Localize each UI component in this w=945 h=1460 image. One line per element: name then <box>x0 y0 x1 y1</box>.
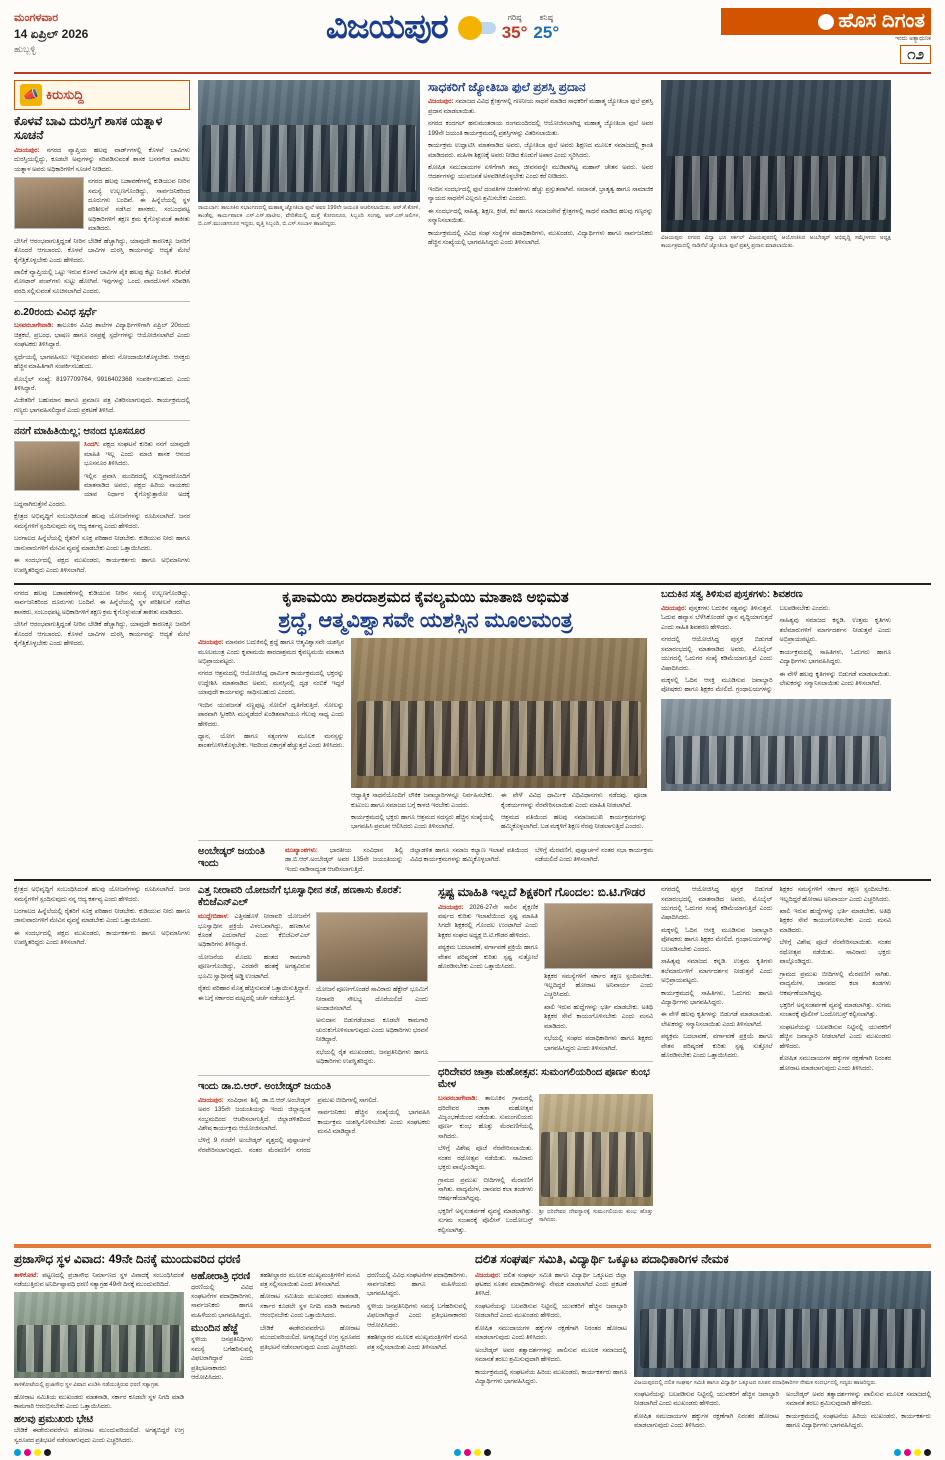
registration-marks-right <box>894 1449 931 1456</box>
lead-kicker: ಕೃಪಾಮಯಿ ಶಾರದಾಶ್ರಮದ ಕೈವಲ್ಯಮಯಿ ಮಾತಾಜಿ ಅಭಿಮತ <box>282 588 569 606</box>
bl-p5: ಸ್ಥಳೀಯ ಜನಪ್ರತಿನಿಧಿಗಳು ಸಮಸ್ಯೆ ಬಗೆಹರಿಸುವಲ್ಲಿ ವಿಫಲರಾಗಿದ್ದಾರೆ ಎಂದು ಪ್ರತಿಭಟನಾಕಾರರು ಆರೋಪಿಸಿದರು. <box>191 1336 253 1382</box>
mid-right-title: ಸ್ಪಷ್ಟ ಮಾಹಿತಿ ಇಲ್ಲದೆ ಶಿಕ್ಷಕರಿಗೆ ಗೊಂದಲ: ಬಿ.ಟಿ.ಗೌಡರ <box>438 885 646 900</box>
jatra-caption: ಶ್ರೀ ಧರಿದೇವರ ದೇವಸ್ಥಾನಕ್ಕೆ ಸುಮಂಗಲಿಯರು ಕುಂಭ ಹೊತ್ತು ಸಾಗಿದರು. <box>539 1209 653 1224</box>
weather-high-value: 35° <box>501 22 528 42</box>
mid-left2-p3: ಸಾರ್ವಜನಿಕರು ಹೆಚ್ಚಿನ ಸಂಖ್ಯೆಯಲ್ಲಿ ಭಾಗವಹಿಸಿ ಕಾರ್ಯಕ್ರಮ ಯಶಸ್ವಿಗೊಳಿಸಬೇಕು ಎಂದು ಸಂಘಟಕರು ಮನವಿ ಮಾಡಿದ್ದಾರೆ. <box>317 1109 430 1135</box>
megaphone-icon: 📣 <box>20 84 42 106</box>
mid-right-p2: ಪಠ್ಯಕ್ರಮ ಬದಲಾವಣೆ, ವರ್ಗಾವಣೆ ಪ್ರಕ್ರಿಯೆ ಹಾಗೂ ವೇತನ ಪರಿಷ್ಕರಣೆ ಕುರಿತು ಸ್ಪಷ್ಟ ಸುತ್ತೋಲೆ ಹೊರಡಿಸಬೇಕು ಎಂದು ಒತ್ತಾಯಿಸಿದರು. <box>438 944 538 971</box>
col1-s2p4: ಬರಗಾಲದ ಹಿನ್ನೆಲೆಯಲ್ಲಿ ರೈತರಿಗೆ ಸೂಕ್ತ ಪರಿಹಾರ ನೀಡಬೇಕು. ಕುಡಿಯುವ ನೀರು ಹಾಗೂ ಜಾನುವಾರುಗಳಿಗೆ ಮೇವಿನ ವ್ಯವಸ್ಥೆ ಮಾಡಬೇಕು ಎಂದು ಒತ್ತಾಯಿಸಿದರು. <box>14 535 190 552</box>
col1-p4: ಪಾಲಿಕೆ ವ್ಯಾಪ್ತಿಯಲ್ಲಿ ಒಟ್ಟು ಇರುವ ಕೊಳವೆ ಬಾವಿಗಳ ಪೈಕಿ ಹಲವು ಕೆಟ್ಟು ನಿಂತಿವೆ. ಕೆಲವೆಡೆ ಮೋಟಾರ್ ಪಂಪ್‌ಗಳು ಸುಟ್ಟು ಹೋಗಿವೆ. ಇವುಗಳನ್ನು ಒಂದು ವಾರದೊಳಗೆ ಸರಿಪಡಿಸಿ ವರದಿ ಸಲ್ಲಿಸುವಂತೆ ಸೂಚಿಸಲಾಗಿದೆ ಎಂದರು. <box>14 269 190 295</box>
jatra-p3: ಗ್ರಾಮದ ಪ್ರಮುಖ ಬೀದಿಗಳಲ್ಲಿ ಮೆರವಣಿಗೆ ಸಾಗಿತು. ವಾದ್ಯಮೇಳ, ಜಾನಪದ ಕಲಾ ತಂಡಗಳು ಆಕರ್ಷಣೆಯಾಗಿದ್ದವು. <box>438 1176 533 1203</box>
ambedkar-box-title: ಅಂಬೇಡ್ಕರ್ ಜಯಂತಿ ಇಂದು <box>198 845 265 869</box>
br-p3: ಶೋಷಿತ ಸಮುದಾಯಗಳ ಹಕ್ಕುಗಳ ರಕ್ಷಣೆಗಾಗಿ ನಿರಂತರ ಹೋರಾಟ ಮಾಡಲಾಗುವುದು ಎಂದು ತಿಳಿಸಿದರು. <box>475 1324 627 1342</box>
weather-high <box>502 13 528 43</box>
lead-photo <box>351 638 647 788</box>
rc-p9: ಬೆಳಿಗ್ಗೆ ವಿಶೇಷ ಪೂಜೆ ನೆರವೇರಿಸಲಾಯಿತು. ನಂತರ ರಥೋತ್ಸವ ನಡೆಯಿತು. ಸಾವಿರಾರು ಭಕ್ತರು ಪಾಲ್ಗೊಂಡಿದ್ದರು. <box>779 939 891 966</box>
bl-p7: ಹೋರಾಟ ಸಮಿತಿಯ ಮುಖಂಡರು ಮಾತನಾಡಿ, ಸರ್ಕಾರ ಕೂಡಲೇ ಸ್ಥಳ ನಿಗದಿ ಮಾಡಿ ಕಾಮಗಾರಿ ಆರಂಭಿಸಬೇಕು ಎಂದು ಒತ್ತಾಯಿಸಿದರು. <box>260 1293 360 1320</box>
article-photo-hall <box>661 80 891 232</box>
lead-p6: ಕಾರ್ಯಕ್ರಮದಲ್ಲಿ ಭಕ್ತರು ಹಾಗೂ ಆಶ್ರಮದ ಸದಸ್ಯರು ಹೆಚ್ಚಿನ ಸಂಖ್ಯೆಯಲ್ಲಿ ಭಾಗವಹಿಸಿ ಪ್ರವಚನ ಆಲಿಸಿದರು ಎಂದು ತಿಳಿಸಲಾಗಿದೆ. <box>351 813 494 831</box>
col1-s2p2: ಇಲ್ಲಿನ ಪ್ರವಾಸಿ ಮಂದಿರದಲ್ಲಿ ಸುದ್ದಿಗಾರರೊಂದಿಗೆ ಮಾತನಾಡಿದ ಅವರು, ಪಕ್ಷದ ಹಿರಿಯ ನಾಯಕರು ಯಾವ ನಿರ್ಧಾರ ಕೈಗೊಳ್ಳುತ್ತಾರೋ ಅದಕ್ಕೆ ಬದ್ಧನಾಗಿರುತ್ತೇನೆ ಎಂದರು. <box>14 472 190 508</box>
masthead-place: ಹುಬ್ಬಳ್ಳಿ <box>14 44 36 54</box>
bl-p2: ಹೋರಾಟ ಸಮಿತಿಯ ಮುಖಂಡರು ಮಾತನಾಡಿ, ಸರ್ಕಾರ ಕೂಡಲೇ ಸ್ಥಳ ನಿಗದಿ ಮಾಡಿ ಕಾಮಗಾರಿ ಆರಂಭಿಸಬೇಕು ಎಂದು ಒತ್ತಾಯಿಸಿದರು. <box>14 1393 184 1410</box>
col1-s2p5: ಈ ಸಂದರ್ಭದಲ್ಲಿ ಪಕ್ಷದ ಮುಖಂಡರು, ಕಾರ್ಯಕರ್ತರು ಹಾಗೂ ಅಭಿಮಾನಿಗಳು ಉಪಸ್ಥಿತರಿದ್ದರು ಎಂದು ತಿಳಿಸಲಾಗಿದೆ. <box>14 557 190 574</box>
bl-p6: ತಹಶೀಲ್ದಾರರ ಮೂಲಕ ಮುಖ್ಯಮಂತ್ರಿಗಳಿಗೆ ಮನವಿ ಪತ್ರ ಸಲ್ಲಿಸಲಾಯಿತು ಎಂದು ತಿಳಿಸಲಾಗಿದೆ. <box>260 1271 360 1289</box>
col1-sub2-dateline: ಸಿಂದಗಿ: <box>84 441 100 449</box>
col1-cont-1: ನಗರದ ಹಲವು ಬಡಾವಣೆಗಳಲ್ಲಿ ಕುಡಿಯುವ ನೀರಿನ ಸಮಸ್ಯೆ ಉಲ್ಬಣಗೊಂಡಿದ್ದು, ಸಾರ್ವಜನಿಕರಿಂದ ದೂರುಗಳು ಬಂದಿವೆ. ಈ ಹಿನ್ನೆಲೆಯಲ್ಲಿ ಸ್ಥಳ ಪರಿಶೀಲನೆ ನಡೆಸಿದ ಶಾಸಕರು, ಸಂಬಂಧಪಟ್ಟ ಅಧಿಕಾರಿಗಳಿಗೆ ತಕ್ಷಣ ಕ್ರಮ ಕೈಗೊಳ್ಳುವಂತೆ ತಾಕೀತು ಮಾಡಿದರು. <box>14 589 190 616</box>
right-mid-story <box>661 589 891 874</box>
mid-left2-lead <box>198 1096 311 1134</box>
lead-p1: ಮಾನವನ ಬದುಕಿನಲ್ಲಿ ಶ್ರದ್ಧೆ ಹಾಗೂ ಆತ್ಮವಿಶ್ವಾಸವೇ ಯಶಸ್ಸಿನ ಮೂಲಮಂತ್ರ ಎಂದು ಕೃಪಾಮಯಿ ಶಾರದಾಶ್ರಮದ ಕೈವಲ್ಯಮಯಿ ಮಾತಾಜಿ ಅಭಿಪ್ರಾಯಪಟ್ಟರು. <box>198 639 344 665</box>
ambedkar-p1 <box>285 846 403 874</box>
bl-sub2: ಅಹೋರಾತ್ರಿ ಧರಣಿ <box>191 1270 251 1282</box>
column-center <box>198 80 653 578</box>
br-p4: ಅಂಬೇಡ್ಕರ್ ಅವರ ತತ್ವಾದರ್ಶಗಳನ್ನು ಪಾಲಿಸುವ ಮೂಲಕ ಸಮಾಜದಲ್ಲಿ ಸಮಾನತೆ ತರಲು ಶ್ರಮಿಸುವುದಾಗಿ ಹೇಳಿದರು. <box>475 1346 627 1364</box>
lead-left-spacer <box>14 589 190 874</box>
sun-icon <box>458 16 482 40</box>
bl-p4: ಧರಣಿಯಲ್ಲಿ ವಿವಿಧ ಸಂಘಟನೆಗಳ ಪದಾಧಿಕಾರಿಗಳು, ಸಾರ್ವಜನಿಕರು ಹಾಗೂ ಮಹಿಳೆಯರು ಭಾಗವಹಿಸಿದ್ದರು. <box>191 1283 253 1319</box>
col2-p4: ಶೋಷಿತ ಸಮುದಾಯಗಳ ಏಳಿಗೆಗಾಗಿ ತಮ್ಮ ಜೀವನವನ್ನೇ ಮುಡಿಪಾಗಿಟ್ಟ ಮಹಾನ್ ಚೇತನ ಅವರು. ಅವರ ಆದರ್ಶಗಳನ್ನು ಯುವಜನತೆ ಅಳವಡಿಸಿಕೊಳ್ಳಬೇಕು ಎಂದು ಕರೆ ನೀಡಿದರು. <box>428 164 653 181</box>
middle-left-filler <box>14 885 190 1238</box>
bl-p9: ಧರಣಿಯಲ್ಲಿ ವಿವಿಧ ಸಂಘಟನೆಗಳ ಪದಾಧಿಕಾರಿಗಳು, ಸಾರ್ವಜನಿಕರು ಹಾಗೂ ಮಹಿಳೆಯರು ಭಾಗವಹಿಸಿದ್ದರು. <box>367 1271 467 1298</box>
bl-p3: ಬೇಡಿಕೆ ಈಡೇರುವವರೆಗೂ ಹೋರಾಟ ಮುಂದುವರಿಯಲಿದೆ. ಅಗತ್ಯಬಿದ್ದರೆ ಉಗ್ರ ಸ್ವರೂಪದ ಪ್ರತಿಭಟನೆ ನಡೆಸಲಾಗುವುದು ಎಂದು ಎಚ್ಚರಿಸಿದರು. <box>14 1427 184 1444</box>
masthead-date-block <box>14 8 164 55</box>
mid-right-p3: ಶಿಕ್ಷಕರ ಸಮಸ್ಯೆಗಳಿಗೆ ಸರ್ಕಾರ ತಕ್ಷಣ ಸ್ಪಂದಿಸಬೇಕು. ಇಲ್ಲದಿದ್ದರೆ ಹೋರಾಟ ಅನಿವಾರ್ಯ ಎಂದು ಎಚ್ಚರಿಸಿದರು. <box>544 972 653 999</box>
divider-5 <box>438 1061 653 1062</box>
section-rule-2 <box>14 879 931 881</box>
section-rule-1 <box>14 583 931 585</box>
brand-logo-icon <box>818 14 834 30</box>
col1-s1p3: ಮೊಬೈಲ್ ಸಂಖ್ಯೆ: 8197709764, 9916402368 ಸಂಪರ್ಕಿಸಬಹುದು ಎಂದು ತಿಳಿಸಿದ್ದಾರೆ. <box>14 375 190 392</box>
masthead-brand <box>721 8 931 64</box>
mid-left-title: ಎತ್ತ ನೀರಾವರಿ ಯೋಜನೆಗೆ ಭೂಸ್ವಾಧೀನ ತಡೆ, ಹಣಕಾಸು ಕೊರತೆ: ಕೆಬಿಜೆಎನ್‌ಎಲ್ <box>198 885 402 909</box>
mid-left-p2: ಯೋಜನೆಯ ಮೊದಲ ಹಂತದ ಕಾಮಗಾರಿ ಪೂರ್ಣಗೊಂಡಿದ್ದು, ಎರಡನೇ ಹಂತಕ್ಕೆ ಅಗತ್ಯವಿರುವ ಭೂಮಿ ಸ್ವಾಧೀನಕ್ಕೆ ಅಡ್ಡಿ ಉಂಟಾಗಿದೆ. <box>198 953 310 980</box>
bl-sub3: ಮುಂದಿನ ಹೆಜ್ಜೆ <box>191 1323 239 1335</box>
masthead <box>14 8 931 74</box>
rc-p5: ಈ ವೇಳೆ ಹಲವು ಕೃತಿಗಳನ್ನು ಬಿಡುಗಡೆ ಮಾಡಲಾಯಿತು. ಲೇಖಕರನ್ನು ಸನ್ಮಾನಿಸಲಾಯಿತು ಎಂದು ತಿಳಿಸಲಾಗಿದೆ. <box>661 1011 773 1028</box>
weather-low <box>533 13 559 43</box>
lead-headline: ಶ್ರದ್ಧೆ, ಆತ್ಮವಿಶ್ವಾಸವೇ ಯಶಸ್ಸಿನ ಮೂಲಮಂತ್ರ <box>278 608 573 632</box>
mid-right-p1: 2026-27ನೇ ಸಾಲಿನ ಶೈಕ್ಷಣಿಕ ವರ್ಷದ ಕುರಿತು ಇಲಾಖೆಯಿಂದ ಸ್ಪಷ್ಟ ಮಾಹಿತಿ ಸಿಗದೇ ಶಿಕ್ಷಕರಲ್ಲಿ ಗೊಂದಲ ಉಂಟಾಗಿದೆ ಎಂದು ಶಿಕ್ಷಕರ ಸಂಘದ ಅಧ್ಯಕ್ಷ ಬಿ.ಟಿ.ಗೌಡರ ಹೇಳಿದರು. <box>438 903 538 939</box>
bl-caption: ತಾಳಿಕೋಟೆಯಲ್ಲಿ ಪ್ರಜಾಸೌಧ ಸ್ಥಳ ವಿವಾದ ಖಂಡಿಸಿ ನಡೆಯುತ್ತಿರುವ ಧರಣಿ ಸತ್ಯಾಗ್ರಹ. <box>14 1382 160 1389</box>
mid-right-lead <box>438 903 538 941</box>
col1-s2p1: ಪಕ್ಷದ ಸಂಘಟನೆ ಕುರಿತು ನನಗೆ ಯಾವುದೇ ಮಾಹಿತಿ ಇಲ್ಲ ಎಂದು ಮಾಜಿ ಶಾಸಕ ಆನಂದ ಭೂಸನೂರ ತಿಳಿಸಿದರು. <box>84 441 190 468</box>
mid-right-p5: ಸಭೆಯಲ್ಲಿ ಸಂಘದ ಪದಾಧಿಕಾರಿಗಳು ಹಾಗೂ ಶಿಕ್ಷಕರು ಭಾಗವಹಿಸಿದ್ದರು ಎಂದು ತಿಳಿಸಲಾಗಿದೆ. <box>544 1035 653 1052</box>
bl-p1: ಪಟ್ಟಣದಲ್ಲಿ ಪ್ರಜಾಸೌಧ ನಿರ್ಮಾಣದ ಸ್ಥಳ ವಿವಾದಕ್ಕೆ ಸಂಬಂಧಿಸಿದಂತೆ ನಡೆಯುತ್ತಿರುವ ಅನಿರ್ದಿಷ್ಟಾವಧಿ ಧರಣಿ ಸತ್ಯಾಗ್ರಹ 49ನೇ ದಿನಕ್ಕೆ ಮುಂದುವರಿದಿದೆ. <box>14 1271 184 1289</box>
br-p1: ದಲಿತ ಸಂಘರ್ಷ ಸಮಿತಿ ಹಾಗೂ ವಿದ್ಯಾರ್ಥಿ ಒಕ್ಕೂಟದ ಜಿಲ್ಲಾ ಘಟಕದ ನೂತನ ಪದಾಧಿಕಾರಿಗಳನ್ನು ನೇಮಕ ಮಾಡಲಾಗಿದೆ ಎಂದು ಪ್ರಕಟಣೆ ತಿಳಿಸಿದೆ. <box>475 1271 627 1298</box>
rc-p2: ಮಕ್ಕಳಲ್ಲಿ ಓದಿನ ಆಸಕ್ತಿ ಮೂಡಿಸುವ ಜವಾಬ್ದಾರಿ ಪೋಷಕರು ಹಾಗೂ ಶಿಕ್ಷಕರ ಮೇಲಿದೆ. ಗ್ರಂಥಾಲಯಗಳನ್ನು ಬಲಪಡಿಸಬೇಕು ಎಂದರು. <box>661 926 773 953</box>
rc-p10: ಗ್ರಾಮದ ಪ್ರಮುಖ ಬೀದಿಗಳಲ್ಲಿ ಮೆರವಣಿಗೆ ಸಾಗಿತು. ವಾದ್ಯಮೇಳ, ಜಾನಪದ ಕಲಾ ತಂಡಗಳು ಆಕರ್ಷಣೆಯಾಗಿದ್ದವು. <box>779 970 891 997</box>
lead-dateline: ವಿಜಯಪುರ: <box>198 639 224 647</box>
mid-filler-3: ಈ ಸಂದರ್ಭದಲ್ಲಿ ಪಕ್ಷದ ಮುಖಂಡರು, ಕಾರ್ಯಕರ್ತರು ಹಾಗೂ ಅಭಿಮಾನಿಗಳು ಉಪಸ್ಥಿತರಿದ್ದರು ಎಂದು ತಿಳಿಸಲಾಗಿದೆ. <box>14 929 190 947</box>
col1-p2: ನಗರದ ಹಲವು ಬಡಾವಣೆಗಳಲ್ಲಿ ಕುಡಿಯುವ ನೀರಿನ ಸಮಸ್ಯೆ ಉಲ್ಬಣಗೊಂಡಿದ್ದು, ಸಾರ್ವಜನಿಕರಿಂದ ದೂರುಗಳು ಬಂದಿವೆ. ಈ ಹಿನ್ನೆಲೆಯಲ್ಲಿ ಸ್ಥಳ ಪರಿಶೀಲನೆ ನಡೆಸಿದ ಶಾಸಕರು, ಸಂಬಂಧಪಟ್ಟ ಅಧಿಕಾರಿಗಳಿಗೆ ತಕ್ಷಣ ಕ್ರಮ ಕೈಗೊಳ್ಳುವಂತೆ ತಾಕೀತು ಮಾಡಿದರು. <box>88 178 190 233</box>
mid-filler-2: ಬರಗಾಲದ ಹಿನ್ನೆಲೆಯಲ್ಲಿ ರೈತರಿಗೆ ಸೂಕ್ತ ಪರಿಹಾರ ನೀಡಬೇಕು. ಕುಡಿಯುವ ನೀರು ಹಾಗೂ ಜಾನುವಾರುಗಳಿಗೆ ಮೇವಿನ ವ್ಯವಸ್ಥೆ ಮಾಡಬೇಕು ಎಂದು ಒತ್ತಾಯಿಸಿದರು. <box>14 908 190 925</box>
bottom-right-photo <box>634 1271 931 1377</box>
bl-p11: ತಹಶೀಲ್ದಾರರ ಮೂಲಕ ಮುಖ್ಯಮಂತ್ರಿಗಳಿಗೆ ಮನವಿ ಪತ್ರ ಸಲ್ಲಿಸಲಾಯಿತು ಎಂದು ತಿಳಿಸಲಾಗಿದೆ. <box>367 1334 467 1351</box>
br-lead <box>475 1271 627 1299</box>
portrait-photo <box>14 177 84 229</box>
rc-p6: ಪಠ್ಯಕ್ರಮ ಬದಲಾವಣೆ, ವರ್ಗಾವಣೆ ಪ್ರಕ್ರಿಯೆ ಹಾಗೂ ವೇತನ ಪರಿಷ್ಕರಣೆ ಕುರಿತು ಸ್ಪಷ್ಟ ಸುತ್ತೋಲೆ ಹೊರಡಿಸಬೇಕು ಎಂದು ಒತ್ತಾಯಿಸಿದರು. <box>661 1033 773 1060</box>
bottom-left-photo <box>14 1292 184 1378</box>
bottom-left-story <box>14 1252 467 1448</box>
col1-sub2-title: ನನಗೆ ಮಾಹಿತಿಯಿಲ್ಲ; ಆನಂದ ಭೂಸನೂರ <box>14 426 146 438</box>
bl-lead <box>14 1271 184 1290</box>
rc-p7: ಶಿಕ್ಷಕರ ಸಮಸ್ಯೆಗಳಿಗೆ ಸರ್ಕಾರ ತಕ್ಷಣ ಸ್ಪಂದಿಸಬೇಕು. ಇಲ್ಲದಿದ್ದರೆ ಹೋರಾಟ ಅನಿವಾರ್ಯ ಎಂದು ಎಚ್ಚರಿಸಿದರು. <box>779 886 891 903</box>
right-mid-p4: ಸಾಹಿತ್ಯವು ಸಮಾಜದ ಕನ್ನಡಿ. ಉತ್ತಮ ಕೃತಿಗಳು ತಲೆಮಾರುಗಳಿಗೆ ಮಾರ್ಗದರ್ಶನ ನೀಡುತ್ತವೆ ಎಂದು ಅಭಿಪ್ರಾಯಪಟ್ಟರು. <box>779 617 891 644</box>
br-p9: ಕಾರ್ಯಕ್ರಮದಲ್ಲಿ ಸಂಘಟನೆಯ ಹಿರಿಯ ಮುಖಂಡರು, ಕಾರ್ಯಕರ್ತರು ಹಾಗೂ ವಿದ್ಯಾರ್ಥಿಗಳು ಭಾಗವಹಿಸಿದ್ದರು. <box>786 1412 931 1429</box>
photo-caption-rayabag: ರಾಯಬಾಗ: ತಾಲೂಕಿನ ಸಭಾಂಗಣದಲ್ಲಿ ಮಹಾತ್ಮ ಜ್ಯೋತಿಬಾ ಫುಲೆ ಅವರ 199ನೇ ಜಯಂತಿ ಆಚರಿಸಲಾಯಿತು. ಆರ್.ಕೆ.ಕೋಳಿ, ಕಾಂತೆಪ್ಪ, ಕಾರ್ಯಪಾಲಕ ಎಸ್.ಎಸ್.ಪಾಟೀಲ, ವೇದಿಕೆಯಲ್ಲಿ ಮತ್ತೆ ಕೋಣನೂರ, ಸಿಬ್ಬಂದಿ ಸಂಗಪ್ಪ, ಆರ್.ಎಸ್.ಅಲಿಗಳ, ಬಿ.ಎಸ್.ಮುಂಡಗನೂರ ಇದ್ದರು, ವೃತ್ತಿ ಸಿಬ್ಬಂದಿ, ಬಿ.ಎಸ್.ಸಂಬಾಳ ಹಾಜರಿದ್ದರು. <box>198 205 420 228</box>
right-mid-photo <box>661 699 891 791</box>
bottom-right-story <box>475 1252 931 1448</box>
br-dateline: ವಿಜಯಪುರ: <box>475 1271 501 1279</box>
lead-story <box>198 589 653 874</box>
photo-caption-hall: ವಿಜಯಪುರ: ನಗರದ ವಿದ್ಯಾ ಭೂ ಸರ್ಕಲ್ ವಿಜಯಪುರದಲ್ಲಿ ಆಯೋಜಿಸಿದ ಅಂಬೇಡ್ಕರ್ ಅಭಿವೃದ್ಧಿ ಸಮ್ಮೇಳನದ ಅಧ್ಯಕ್ಷ ಕಾರ್ಯಕ್ರಮದಲ್ಲಿ ನಾಡಿನೆಲೆ ಜ್ಯೋತಿಬಾ ಫುಲೆ ಪ್ರಶಸ್ತಿ ಪ್ರದಾನ ಮಾಡಲಾಯಿತು. <box>661 235 891 250</box>
br-caption: ವಿಜಯಪುರದಲ್ಲಿ ದಲಿತ ಸಂಘರ್ಷ ಸಮಿತಿ ಹಾಗೂ ವಿದ್ಯಾರ್ಥಿ ಒಕ್ಕೂಟದ ನೂತನ ಪದಾಧಿಕಾರಿಗಳ ನೇಮಕ ಸಂದರ್ಭದಲ್ಲಿ ಗಣ್ಯರು ಹಾಜರಿದ್ದರು. <box>634 1379 877 1386</box>
rc-p12: ಸಂಘಟನೆಯನ್ನು ಬಲಪಡಿಸುವ ನಿಟ್ಟಿನಲ್ಲಿ ಯುವಕರಿಗೆ ಹೆಚ್ಚಿನ ಜವಾಬ್ದಾರಿ ನೀಡಲಾಗಿದೆ ಎಂದು ಮುಖಂಡರು ಹೇಳಿದರು. <box>779 1023 891 1050</box>
col1-s2p3: ಕ್ಷೇತ್ರದ ಅಭಿವೃದ್ಧಿಗೆ ಸಂಬಂಧಿಸಿದಂತೆ ಹಲವು ಯೋಜನೆಗಳನ್ನು ರೂಪಿಸಲಾಗಿದೆ. ಜನರ ಸಮಸ್ಯೆಗಳಿಗೆ ಸ್ಪಂದಿಸುವುದು ನನ್ನ ಆದ್ಯ ಕರ್ತವ್ಯ ಎಂದು ಹೇಳಿದರು. <box>14 513 190 530</box>
right-mid-p1: ಪುಸ್ತಕಗಳು ಬದುಕಿನ ಸತ್ವವನ್ನು ತಿಳಿಸುತ್ತವೆ. ಓದುವ ಹವ್ಯಾಸ ಬೆಳೆಸಿಕೊಂಡರೆ ಜ್ಞಾನ ವೃದ್ಧಿಯಾಗುತ್ತದೆ ಎಂದು ಸಾಹಿತಿ ಶಿವಶರಣ ಹೇಳಿದರು. <box>661 604 773 631</box>
mid-right-dateline: ವಿಜಯಪುರ: <box>438 903 464 911</box>
col1-cont-2: ಬೇಸಿಗೆ ಆರಂಭವಾಗುತ್ತಿದ್ದಂತೆ ನೀರಿನ ಬೇಡಿಕೆ ಹೆಚ್ಚಾಗಿದ್ದು, ಯಾವುದೇ ಕಾರಣಕ್ಕೂ ಜನರಿಗೆ ತೊಂದರೆ ಆಗಬಾರದು. ಕೊಳವೆ ಬಾವಿಗಳ ದುರಸ್ತಿ ಕಾರ್ಯವನ್ನು ಆದ್ಯತೆ ಮೇಲೆ ಕೈಗೆತ್ತಿಕೊಳ್ಳಬೇಕು ಎಂದು ಹೇಳಿದರು. <box>14 621 190 648</box>
bottom-right-title: ದಲಿತ ಸಂಘರ್ಷ ಸಮಿತಿ, ವಿದ್ಯಾರ್ಥಿ ಒಕ್ಕೂಟ ಪದಾಧಿಕಾರಿಗಳ ನೇಮಕ <box>475 1252 729 1267</box>
lead-p4: ಧ್ಯಾನ, ಯೋಗ ಹಾಗೂ ಸತ್ಸಂಗಗಳ ಮೂಲಕ ಮನಸ್ಸನ್ನು ಶಾಂತಗೊಳಿಸಿಕೊಳ್ಳಬೇಕು. ಇದರಿಂದ ಏಕಾಗ್ರತೆ ಹೆಚ್ಚುತ್ತದೆ ಎಂದು ತಿಳಿಸಿದರು. <box>198 733 344 750</box>
rc-p3: ಸಾಹಿತ್ಯವು ಸಮಾಜದ ಕನ್ನಡಿ. ಉತ್ತಮ ಕೃತಿಗಳು ತಲೆಮಾರುಗಳಿಗೆ ಮಾರ್ಗದರ್ಶನ ನೀಡುತ್ತವೆ ಎಂದು ಅಭಿಪ್ರಾಯಪಟ್ಟರು. <box>661 958 773 985</box>
edition-title: ವಿಜಯಪುರ <box>325 8 448 46</box>
kirusuddi-label: ಕಿರುಸುದ್ದಿ <box>46 87 84 102</box>
col1-headline: ಕೊಳವೆ ಬಾವಿ ದುರಸ್ತಿಗೆ ಶಾಸಕ ಯತ್ನಾಳ ಸೂಚನೆ <box>14 114 163 143</box>
col2-dateline: ವಿಜಯಪುರ: <box>428 98 454 106</box>
br-p6: ಸಂಘಟನೆಯನ್ನು ಬಲಪಡಿಸುವ ನಿಟ್ಟಿನಲ್ಲಿ ಯುವಕರಿಗೆ ಹೆಚ್ಚಿನ ಜವಾಬ್ದಾರಿ ನೀಡಲಾಗಿದೆ ಎಂದು ಮುಖಂಡರು ಹೇಳಿದರು. <box>634 1390 779 1408</box>
col1-s1p1: ತಾಲೂಕಿನ ವಿವಿಧ ಶಾಲೆಗಳ ವಿದ್ಯಾರ್ಥಿಗಳಿಗಾಗಿ ಏಪ್ರಿಲ್ 20ರಂದು ಚಿತ್ರಕಲೆ, ಪ್ರಬಂಧ, ಭಾಷಣ ಹಾಗೂ ರಸಪ್ರಶ್ನೆ ಸ್ಪರ್ಧೆಗಳನ್ನು ಆಯೋಜಿಸಲಾಗಿದೆ ಎಂದು ಸಂಘಟಕರು ತಿಳಿಸಿದ್ದಾರೆ. <box>14 322 191 349</box>
masthead-date: 14 ಏಪ್ರಿಲ್ 2026 <box>14 27 89 41</box>
weather-low-label: ಕನಿಷ್ಠ <box>539 12 554 22</box>
mid-left2-title: ಇಂದು ಡಾ.ಬಿ.ಆರ್. ಅಂಬೇಡ್ಕರ್ ಜಯಂತಿ <box>198 1080 332 1092</box>
mid-right-p4: ಖಾಲಿ ಇರುವ ಹುದ್ದೆಗಳನ್ನು ಭರ್ತಿ ಮಾಡಬೇಕು. ಅತಿಥಿ ಶಿಕ್ಷಕರ ಸೇವೆ ಕಾಯಂಗೊಳಿಸಬೇಕು ಎಂದು ಮನವಿ ಮಾಡಿದರು. <box>544 1003 653 1030</box>
portrait-photo-2 <box>14 441 80 491</box>
brand-name: ಹೊಸ ದಿಗಂತ <box>838 10 925 32</box>
lead-p0 <box>198 638 344 666</box>
col2-p3: ಕಾರ್ಯಕ್ರಮ ಉದ್ಘಾಟಿಸಿ ಮಾತನಾಡಿದ ಅವರು, ಜ್ಯೋತಿಬಾ ಫುಲೆ ಅವರು ಶಿಕ್ಷಣದ ಮೂಲಕ ಸಮಾಜದಲ್ಲಿ ಕ್ರಾಂತಿ ಮಾಡಿದವರು. ಮಹಿಳಾ ಶಿಕ್ಷಣಕ್ಕೆ ಅವರು ನೀಡಿದ ಕೊಡುಗೆ ಅಪಾರ ಎಂದು ಸ್ಮರಿಸಿದರು. <box>428 142 653 159</box>
jatra-dateline: ಬಸವನಬಾಗೇವಾಡಿ: <box>438 1095 478 1103</box>
ambedkar-tag: ಮುಖ್ಯಾಂಶಗಳು: <box>285 846 318 854</box>
weather-high-label: ಗರಿಷ್ಠ <box>507 12 522 22</box>
rc-p4: ಕಾರ್ಯಕ್ರಮದಲ್ಲಿ ಸಾಹಿತಿಗಳು, ಓದುಗರು ಹಾಗೂ ವಿದ್ಯಾರ್ಥಿಗಳು ಭಾಗವಹಿಸಿದ್ದರು. <box>661 989 773 1006</box>
bl-dateline: ತಾಳಿಕೋಟೆ: <box>14 1271 39 1279</box>
col1-sub1-lead <box>14 321 190 349</box>
br-p2: ಸಂಘಟನೆಯನ್ನು ಬಲಪಡಿಸುವ ನಿಟ್ಟಿನಲ್ಲಿ ಯುವಕರಿಗೆ ಹೆಚ್ಚಿನ ಜವಾಬ್ದಾರಿ ನೀಡಲಾಗಿದೆ ಎಂದು ಮುಖಂಡರು ಹೇಳಿದರು. <box>475 1302 627 1320</box>
col2-p1: ಸಮಾಜದ ವಿವಿಧ ಕ್ಷೇತ್ರಗಳಲ್ಲಿ ಗಣನೀಯ ಸಾಧನೆ ಮಾಡಿದ ಸಾಧಕರಿಗೆ ಮಹಾತ್ಮ ಜ್ಯೋತಿಬಾ ಫುಲೆ ಪ್ರಶಸ್ತಿ ಪ್ರದಾನ ಮಾಡಲಾಯಿತು. <box>428 98 653 115</box>
mid-left-p3: ರೈತರು ಪರಿಹಾರ ಮೊತ್ತ ಹೆಚ್ಚಿಸುವಂತೆ ಒತ್ತಾಯಿಸುತ್ತಿದ್ದಾರೆ. ಈ ಬಗ್ಗೆ ಸರ್ಕಾರದ ಮಟ್ಟದಲ್ಲಿ ಚರ್ಚೆ ನಡೆಯುತ್ತಿದೆ. <box>198 985 310 1002</box>
rc-p13: ಶೋಷಿತ ಸಮುದಾಯಗಳ ಹಕ್ಕುಗಳ ರಕ್ಷಣೆಗಾಗಿ ನಿರಂತರ ಹೋರಾಟ ಮಾಡಲಾಗುವುದು ಎಂದು ತಿಳಿಸಿದರು. <box>779 1055 891 1072</box>
lead-p2: ನಗರದ ಆಶ್ರಮದಲ್ಲಿ ಆಯೋಜಿಸಿದ್ದ ಧಾರ್ಮಿಕ ಕಾರ್ಯಕ್ರಮದಲ್ಲಿ ಭಕ್ತರನ್ನು ಉದ್ದೇಶಿಸಿ ಮಾತನಾಡಿದ ಅವರು, ಮನಸ್ಸಿನಲ್ಲಿ ದೃಢ ನಂಬಿಕೆ ಇದ್ದರೆ ಯಾವುದೇ ಕಾರ್ಯವನ್ನು ಸಾಧಿಸಬಹುದು ಎಂದರು. <box>198 670 344 697</box>
col1-p1: ನಗರದ ವ್ಯಾಪ್ತಿಯ ಹಲವು ವಾರ್ಡ್‌ಗಳಲ್ಲಿ ಕೊಳವೆ ಬಾವಿಗಳು ದುರಸ್ತಿಯಲ್ಲಿದ್ದು, ಕೂಡಲೇ ಅವುಗಳನ್ನು ಸರಿಪಡಿಸುವಂತೆ ಶಾಸಕ ಬಸನಗೌಡ ಪಾಟೀಲ ಯತ್ನಾಳ ಅವರು ಅಧಿಕಾರಿಗಳಿಗೆ ಸೂಚನೆ ನೀಡಿದರು. <box>14 146 191 173</box>
col1-s1p4: ವಿಜೇತರಿಗೆ ಬಹುಮಾನ ಹಾಗೂ ಪ್ರಮಾಣ ಪತ್ರ ವಿತರಿಸಲಾಗುವುದು. ಕಾರ್ಯಕ್ರಮದಲ್ಲಿ ಗಣ್ಯರು ಭಾಗವಹಿಸಲಿದ್ದಾರೆ ಎಂದು ಪ್ರಕಟಣೆ ತಿಳಿಸಿದೆ. <box>14 397 190 414</box>
col1-sub1-dateline: ಬಸವನಬಾಗೇವಾಡಿ: <box>14 322 54 330</box>
mid-right-portrait <box>544 903 653 969</box>
mid-left2-p1: ಸಂವಿಧಾನ ಶಿಲ್ಪಿ ಡಾ.ಬಿ.ಆರ್.ಅಂಬೇಡ್ಕರ್ ಅವರ 135ನೇ ಜಯಂತಿಯನ್ನು ಇಂದು ಜಿಲ್ಲಾದ್ಯಂತ ಸಂಭ್ರಮದಿಂದ ಆಚರಿಸಲಾಗುತ್ತಿದೆ. ಜಿಲ್ಲಾಡಳಿತದಿಂದ ವಿಶೇಷ ಕಾರ್ಯಕ್ರಮ ಆಯೋಜಿಸಲಾಗಿದೆ. <box>198 1096 311 1132</box>
right-mid-p3: ಮಕ್ಕಳಲ್ಲಿ ಓದಿನ ಆಸಕ್ತಿ ಮೂಡಿಸುವ ಜವಾಬ್ದಾರಿ ಪೋಷಕರು ಹಾಗೂ ಶಿಕ್ಷಕರ ಮೇಲಿದೆ. ಗ್ರಂಥಾಲಯಗಳನ್ನು ಬಲಪಡಿಸಬೇಕು ಎಂದರು. <box>661 604 830 694</box>
masthead-day: ಮಂಗಳವಾರ <box>14 12 59 24</box>
bl-p10: ಸ್ಥಳೀಯ ಜನಪ್ರತಿನಿಧಿಗಳು ಸಮಸ್ಯೆ ಬಗೆಹರಿಸುವಲ್ಲಿ ವಿಫಲರಾಗಿದ್ದಾರೆ ಎಂದು ಪ್ರತಿಭಟನಾಕಾರರು ಆರೋಪಿಸಿದರು. <box>367 1302 467 1329</box>
mid-left-story <box>198 885 430 1238</box>
mid-left-p4: ಯೋಜನೆ ಪೂರ್ಣಗೊಂಡರೆ ಸಾವಿರಾರು ಹೆಕ್ಟೇರ್ ಭೂಮಿಗೆ ನೀರಾವರಿ ಸೌಲಭ್ಯ ದೊರೆಯಲಿದೆ ಎಂದು ಅಂದಾಜಿಸಲಾಗಿದೆ. <box>316 986 428 1013</box>
brand-tagline: ಇಂದು ಅತ್ಯಾಧುನಿಕ <box>895 36 931 42</box>
mid-filler-1: ಕ್ಷೇತ್ರದ ಅಭಿವೃದ್ಧಿಗೆ ಸಂಬಂಧಿಸಿದಂತೆ ಹಲವು ಯೋಜನೆಗಳನ್ನು ರೂಪಿಸಲಾಗಿದೆ. ಜನರ ಸಮಸ್ಯೆಗಳಿಗೆ ಸ್ಪಂದಿಸುವುದು ನನ್ನ ಆದ್ಯ ಕರ್ತವ್ಯ ಎಂದು ಹೇಳಿದರು. <box>14 886 190 903</box>
col1-sub1-title: ಏ.20ರಂದು ವಿವಿಧ ಸ್ಪರ್ಧೆ <box>14 307 97 319</box>
br-p7: ಶೋಷಿತ ಸಮುದಾಯಗಳ ಹಕ್ಕುಗಳ ರಕ್ಷಣೆಗಾಗಿ ನಿರಂತರ ಹೋರಾಟ ಮಾಡಲಾಗುವುದು ಎಂದು ತಿಳಿಸಿದರು. <box>634 1412 779 1429</box>
bottom-left-title: ಪ್ರಜಾಸೌಧ ಸ್ಥಳ ವಿವಾದ: 49ನೇ ದಿನಕ್ಕೆ ಮುಂದುವರಿದ ಧರಣಿ <box>14 1252 241 1267</box>
rc-p11: ಭಕ್ತರಿಗೆ ಅನ್ನಸಂತರ್ಪಣೆ ವ್ಯವಸ್ಥೆ ಮಾಡಲಾಗಿತ್ತು. ಸುಗಮ ಸಂಚಾರಕ್ಕೆ ಪೊಲೀಸ್ ಬಂದೋಬಸ್ತ್ ಕಲ್ಪಿಸಲಾಗಿತ್ತು. <box>779 1001 891 1019</box>
column-left <box>14 80 190 578</box>
mid-left-p6: ಸಭೆಯಲ್ಲಿ ರೈತ ಮುಖಂಡರು, ಜನಪ್ರತಿನಿಧಿಗಳು ಹಾಗೂ ಅಧಿಕಾರಿಗಳು ಉಪಸ್ಥಿತರಿದ್ದರು. <box>316 1048 428 1066</box>
section-rule-3 <box>14 1244 931 1248</box>
bottom-section <box>14 1252 931 1448</box>
jatra-title: ಧರಿದೇವರ ಜಾತ್ರಾ ಮಹೋತ್ಸವ: ಸುಮಂಗಲಿಯರಿಂದ ಪೂರ್ಣ ಕುಂಭ ಮೇಳ <box>438 1067 650 1091</box>
weather-widget <box>458 13 559 43</box>
weather-low-value: 25° <box>533 22 560 42</box>
br-p5: ಕಾರ್ಯಕ್ರಮದಲ್ಲಿ ಸಂಘಟನೆಯ ಹಿರಿಯ ಮುಖಂಡರು, ಕಾರ್ಯಕರ್ತರು ಹಾಗೂ ವಿದ್ಯಾರ್ಥಿಗಳು ಭಾಗವಹಿಸಿದ್ದರು. <box>475 1368 627 1385</box>
right-mid-p5: ಕಾರ್ಯಕ್ರಮದಲ್ಲಿ ಸಾಹಿತಿಗಳು, ಓದುಗರು ಹಾಗೂ ವಿದ್ಯಾರ್ಥಿಗಳು ಭಾಗವಹಿಸಿದ್ದರು. <box>779 648 891 666</box>
right-mid-dateline: ವಿಜಯಪುರ: <box>661 604 687 612</box>
column-right <box>661 80 891 578</box>
jatra-photo <box>539 1094 653 1206</box>
kirusuddi-banner <box>14 80 190 110</box>
right-mid-lead <box>661 604 773 632</box>
col2-p5: ಇಂದಿನ ಸಂದರ್ಭದಲ್ಲಿ ಫುಲೆ ದಂಪತಿಗಳ ಚಿಂತನೆಗಳು ಹೆಚ್ಚು ಪ್ರಸ್ತುತವಾಗಿವೆ. ಸಮಾನತೆ, ಭ್ರಾತೃತ್ವ ಹಾಗೂ ಸಾಮಾಜಿಕ ನ್ಯಾಯದ ಸಾಧನೆಗೆ ಎಲ್ಲರೂ ಶ್ರಮಿಸಬೇಕು ಎಂದರು. <box>428 185 653 203</box>
divider-4 <box>198 1075 430 1076</box>
divider-1 <box>14 301 190 302</box>
masthead-center <box>164 8 721 47</box>
mid-left-portrait <box>316 912 428 982</box>
page-number: ೧೨ <box>900 45 931 64</box>
br-p8: ಅಂಬೇಡ್ಕರ್ ಅವರ ತತ್ವಾದರ್ಶಗಳನ್ನು ಪಾಲಿಸುವ ಮೂಲಕ ಸಮಾಜದಲ್ಲಿ ಸಮಾನತೆ ತರಲು ಶ್ರಮಿಸುವುದಾಗಿ ಹೇಳಿದರು. <box>786 1390 931 1408</box>
col2-lead <box>428 97 653 116</box>
right-mid-p2: ನಗರದಲ್ಲಿ ಆಯೋಜಿಸಿದ್ದ ಪುಸ್ತಕ ಬಿಡುಗಡೆ ಸಮಾರಂಭದಲ್ಲಿ ಮಾತನಾಡಿದ ಅವರು, ಮೊಬೈಲ್ ಯುಗದಲ್ಲಿ ಓದುಗರ ಸಂಖ್ಯೆ ಕಡಿಮೆಯಾಗುತ್ತಿದೆ ಎಂದು ವಿಷಾದಿಸಿದರು. <box>661 636 773 672</box>
bl-sub1: ಹಲವು ಪ್ರಮುಖರು ಭೇಟಿ <box>14 1414 94 1426</box>
lead-p8: ಆಶ್ರಮದ ವತಿಯಿಂದ ಹಲವು ಸಮಾಜಮುಖಿ ಕಾರ್ಯಕ್ರಮಗಳನ್ನು ಹಮ್ಮಿಕೊಳ್ಳಲಾಗಿದೆ. ಬಡ ಮಕ್ಕಳಿಗೆ ಶಿಕ್ಷಣ ನೆರವು ನೀಡಲಾಗುತ್ತಿದೆ ಎಂದರು. <box>501 813 647 831</box>
registration-marks-center <box>454 1449 491 1456</box>
col1-p3: ಬೇಸಿಗೆ ಆರಂಭವಾಗುತ್ತಿದ್ದಂತೆ ನೀರಿನ ಬೇಡಿಕೆ ಹೆಚ್ಚಾಗಿದ್ದು, ಯಾವುದೇ ಕಾರಣಕ್ಕೂ ಜನರಿಗೆ ತೊಂದರೆ ಆಗಬಾರದು. ಕೊಳವೆ ಬಾವಿಗಳ ದುರಸ್ತಿ ಕಾರ್ಯವನ್ನು ಆದ್ಯತೆ ಮೇಲೆ ಕೈಗೆತ್ತಿಕೊಳ್ಳಬೇಕು ಎಂದು ಹೇಳಿದರು. <box>14 237 190 264</box>
lead-p7: ಈ ವೇಳೆ ವಿವಿಧ ಧಾರ್ಮಿಕ ವಿಧಿವಿಧಾನಗಳು ನಡೆದವು. ಪೂಜಾ ಕೈಂಕರ್ಯಗಳನ್ನು ನೆರವೇರಿಸಲಾಯಿತು ಎಂದು ಮಾಹಿತಿ ನೀಡಲಾಗಿದೆ. <box>501 792 647 809</box>
mid-right-story <box>438 885 653 1238</box>
col1-lead <box>14 146 190 174</box>
mid-left2-dateline: ವಿಜಯಪುರ: <box>198 1096 224 1104</box>
top-section <box>14 80 931 578</box>
jatra-lead <box>438 1094 533 1141</box>
divider-2 <box>14 420 190 421</box>
ambedkar-p1-text: ಭಾರತೀಯ ಸಂವಿಧಾನ ಶಿಲ್ಪಿ ಡಾ.ಬಿ.ಆರ್.ಅಂಬೇಡ್ಕರ್ ಅವರ 135ನೇ ಜಯಂತಿಯನ್ನು ಇಂದು ನಾಡಿನಾದ್ಯಂತ ಆಚರಿಸಲಾಗುತ್ತಿದೆ. <box>285 846 403 873</box>
col1-s1p2: ಸ್ಪರ್ಧೆಯಲ್ಲಿ ಭಾಗವಹಿಸಲು ಇಚ್ಛಿಸುವವರು ಹೆಸರು ನೋಂದಾಯಿಸಿಕೊಳ್ಳಬೇಕು. ಆಸಕ್ತರು ಹೆಚ್ಚಿನ ಮಾಹಿತಿಗಾಗಿ ಸಂಪರ್ಕಿಸಬಹುದು. <box>14 353 190 371</box>
mid-left-p1: ಎತ್ತಿನಹೊಳೆ ನೀರಾವರಿ ಯೋಜನೆಗೆ ಭೂಸ್ವಾಧೀನ ಪ್ರಕ್ರಿಯೆ ವಿಳಂಬವಾಗಿದ್ದು, ಹಣಕಾಸಿನ ಕೊರತೆ ಎದುರಾಗಿದೆ ಎಂದು ಕೆಬಿಜೆಎನ್‌ಎಲ್ ಅಧಿಕಾರಿಗಳು ತಿಳಿಸಿದ್ದಾರೆ. <box>198 913 310 949</box>
right-mid-p6: ಈ ವೇಳೆ ಹಲವು ಕೃತಿಗಳನ್ನು ಬಿಡುಗಡೆ ಮಾಡಲಾಯಿತು. ಲೇಖಕರನ್ನು ಸನ್ಮಾನಿಸಲಾಯಿತು ಎಂದು ತಿಳಿಸಲಾಗಿದೆ. <box>779 670 891 688</box>
mid-left-p5: ಅನುದಾನ ಬಿಡುಗಡೆಯಾದ ಕೂಡಲೇ ಕಾಮಗಾರಿ ಚುರುಕುಗೊಳಿಸಲಾಗುವುದು ಎಂದು ಅಧಿಕಾರಿಗಳು ಭರವಸೆ ನೀಡಿದ್ದಾರೆ. <box>316 1017 428 1044</box>
col1-dateline: ವಿಜಯಪುರ: <box>14 146 40 154</box>
bl-p8: ಬೇಡಿಕೆ ಈಡೇರುವವರೆಗೂ ಹೋರಾಟ ಮುಂದುವರಿಯಲಿದೆ. ಅಗತ್ಯಬಿದ್ದರೆ ಉಗ್ರ ಸ್ವರೂಪದ ಪ್ರತಿಭಟನೆ ನಡೆಸಲಾಗುವುದು ಎಂದು ಎಚ್ಚರಿಸಿದರು. <box>260 1324 360 1351</box>
jatra-p1: ತಾಲೂಕಿನ ಗ್ರಾಮದಲ್ಲಿ ಧರಿದೇವರ ಜಾತ್ರಾ ಮಹೋತ್ಸವ ವಿಜೃಂಭಣೆಯಿಂದ ನಡೆಯಿತು. ಸುಮಂಗಲಿಯರು ಪೂರ್ಣ ಕುಂಭ ಹೊತ್ತು ಮೆರವಣಿಗೆಯಲ್ಲಿ ಸಾಗಿದರು. <box>438 1095 533 1140</box>
page-footer <box>14 1449 931 1456</box>
rc-p1: ನಗರದಲ್ಲಿ ಆಯೋಜಿಸಿದ್ದ ಪುಸ್ತಕ ಬಿಡುಗಡೆ ಸಮಾರಂಭದಲ್ಲಿ ಮಾತನಾಡಿದ ಅವರು, ಮೊಬೈಲ್ ಯುಗದಲ್ಲಿ ಓದುಗರ ಸಂಖ್ಯೆ ಕಡಿಮೆಯಾಗುತ್ತಿದೆ ಎಂದು ವಿಷಾದಿಸಿದರು. <box>661 886 773 922</box>
col2-p2: ನಗರದ ಕಂದಗಲ್ ಹನುಮಂತರಾಯ ರಂಗಮಂದಿರದಲ್ಲಿ ಆಯೋಜಿಸಲಾಗಿದ್ದ ಮಹಾತ್ಮ ಜ್ಯೋತಿಬಾ ಫುಲೆ ಅವರ 199ನೇ ಜಯಂತಿ ಕಾರ್ಯಕ್ರಮದಲ್ಲಿ ಪ್ರಶಸ್ತಿಗಳನ್ನು ವಿತರಿಸಲಾಯಿತು. <box>428 120 653 137</box>
lead-p3: ಇಂದಿನ ಯುವಜನತೆ ಸಣ್ಣಪುಟ್ಟ ಸೋಲಿಗೆ ಧೃತಿಗೆಡುತ್ತಿದೆ. ಸೋಲನ್ನು ಪಾಠವಾಗಿ ಸ್ವೀಕರಿಸಿ ಮುನ್ನಡೆದರೆ ಖಂಡಿತವಾಗಿಯೂ ಗೆಲುವು ಸಾಧ್ಯ ಎಂದು ಹೇಳಿದರು. <box>198 701 344 728</box>
article-photo-rayabag <box>198 80 420 202</box>
ambedkar-p2: ಜಿಲ್ಲಾಡಳಿತ ಹಾಗೂ ಸಮಾಜ ಕಲ್ಯಾಣ ಇಲಾಖೆ ವತಿಯಿಂದ ವಿವಿಧ ಕಾರ್ಯಕ್ರಮಗಳನ್ನು ಹಮ್ಮಿಕೊಳ್ಳಲಾಗಿದೆ. <box>410 846 528 864</box>
right-column-continued <box>661 885 891 1238</box>
registration-marks-left <box>14 1449 51 1456</box>
lead-p5: ಆಧ್ಯಾತ್ಮಿಕ ಸಾಧನೆಯೊಂದಿಗೆ ಲೌಕಿಕ ಜವಾಬ್ದಾರಿಗಳನ್ನೂ ನಿರ್ವಹಿಸಬೇಕು. ಕುಟುಂಬ ಹಾಗೂ ಸಮಾಜದ ಬಗ್ಗೆ ಕಾಳಜಿ ಇರಬೇಕು ಎಂದರು. <box>351 792 494 809</box>
middle-section <box>14 885 931 1238</box>
right-mid-title: ಬದುಕಿನ ಸತ್ವ ತಿಳಿಸುವ ಪುಸ್ತಕಗಳು: ಶಿವಶರಣ <box>661 588 803 600</box>
jatra-p2: ಬೆಳಿಗ್ಗೆ ವಿಶೇಷ ಪೂಜೆ ನೆರವೇರಿಸಲಾಯಿತು. ನಂತರ ರಥೋತ್ಸವ ನಡೆಯಿತು. ಸಾವಿರಾರು ಭಕ್ತರು ಪಾಲ್ಗೊಂಡಿದ್ದರು. <box>438 1145 533 1172</box>
mid-left2-p2: ಬೆಳಿಗ್ಗೆ 9 ಗಂಟೆಗೆ ಅಂಬೇಡ್ಕರ್ ವೃತ್ತದಲ್ಲಿ ಪುಷ್ಪಾರ್ಚನೆ ನೆರವೇರಿಸಲಾಗುವುದು. ನಂತರ ಮೆರವಣಿಗೆ ನಗರದ ಪ್ರಮುಖ ಬೀದಿಗಳಲ್ಲಿ ಸಾಗಲಿದೆ. <box>198 1096 379 1154</box>
col2-p7: ಕಾರ್ಯಕ್ರಮದಲ್ಲಿ ವಿವಿಧ ಸಂಘ ಸಂಸ್ಥೆಗಳ ಪದಾಧಿಕಾರಿಗಳು, ಮುಖಂಡರು, ವಿದ್ಯಾರ್ಥಿಗಳು ಹಾಗೂ ಸಾರ್ವಜನಿಕರು ಹೆಚ್ಚಿನ ಸಂಖ್ಯೆಯಲ್ಲಿ ಭಾಗವಹಿಸಿದ್ದರು ಎಂದು ತಿಳಿಸಲಾಗಿದೆ. <box>428 229 653 247</box>
jatra-p4: ಭಕ್ತರಿಗೆ ಅನ್ನಸಂತರ್ಪಣೆ ವ್ಯವಸ್ಥೆ ಮಾಡಲಾಗಿತ್ತು. ಸುಗಮ ಸಂಚಾರಕ್ಕೆ ಪೊಲೀಸ್ ಬಂದೋಬಸ್ತ್ ಕಲ್ಪಿಸಲಾಗಿತ್ತು. <box>438 1207 533 1234</box>
rc-p8: ಖಾಲಿ ಇರುವ ಹುದ್ದೆಗಳನ್ನು ಭರ್ತಿ ಮಾಡಬೇಕು. ಅತಿಥಿ ಶಿಕ್ಷಕರ ಸೇವೆ ಕಾಯಂಗೊಳಿಸಬೇಕು ಎಂದು ಮನವಿ ಮಾಡಿದರು. <box>779 908 891 934</box>
ambedkar-p3: ಬೆಳಿಗ್ಗೆ ಮೆರವಣಿಗೆ, ಪುಷ್ಪಾರ್ಚನೆ ನಂತರ ಸಭಾ ಕಾರ್ಯಕ್ರಮ ನಡೆಯಲಿದೆ ಎಂದು ತಿಳಿಸಲಾಗಿದೆ. <box>535 846 653 864</box>
mid-left-dateline: ಮುದ್ದೇಬಿಹಾಳ: <box>198 913 230 921</box>
mid-left-lead <box>198 912 310 950</box>
col2-p6: ಈ ಸಂದರ್ಭದಲ್ಲಿ ಸಾಹಿತ್ಯ, ಶಿಕ್ಷಣ, ಕ್ರೀಡೆ, ಕಲೆ ಹಾಗೂ ಸಮಾಜಸೇವೆ ಕ್ಷೇತ್ರಗಳಲ್ಲಿ ಸಾಧನೆ ಮಾಡಿದ ಹಲವು ಗಣ್ಯರನ್ನು ಸನ್ಮಾನಿಸಲಾಯಿತು. <box>428 207 653 225</box>
lead-story-section <box>14 589 931 874</box>
col2-headline: ಸಾಧಕರಿಗೆ ಜ್ಯೋತಿಬಾ ಫುಲೆ ಪ್ರಶಸ್ತಿ ಪ್ರದಾನ <box>428 80 586 94</box>
divider-3 <box>198 840 653 841</box>
